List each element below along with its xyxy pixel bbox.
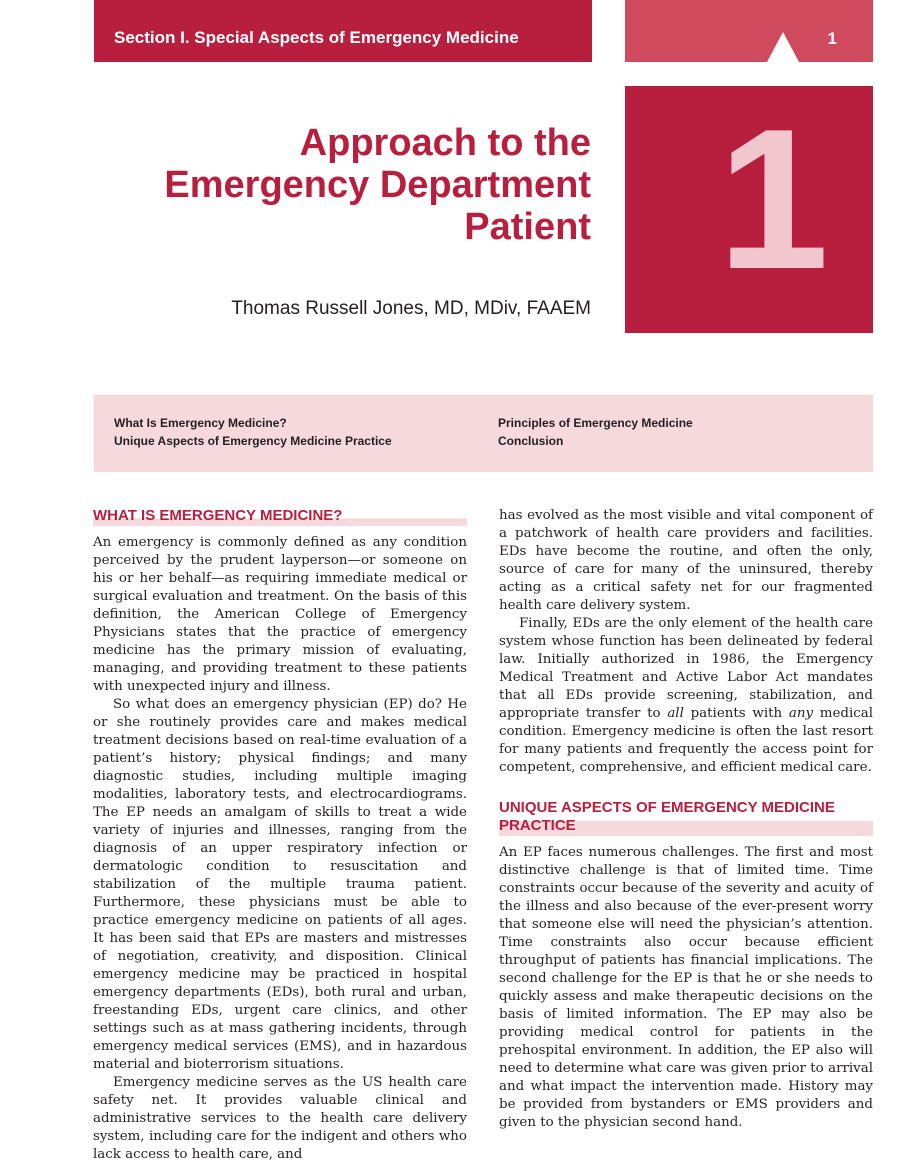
body-paragraph: [499, 615, 873, 777]
outline-item[interactable]: Unique Aspects of Emergency Medicine Practice: [114, 434, 392, 448]
paragraph-text: patients with: [690, 706, 783, 721]
text-column-right: [499, 507, 873, 1132]
section-heading: WHAT IS EMERGENCY MEDICINE?: [93, 507, 467, 526]
chapter-number: 1: [717, 88, 829, 311]
section-label: Section I. Special Aspects of Emergency Medicine: [114, 28, 519, 47]
body-paragraph: So what does an emergency physician (EP) do? He or she routinely provides care and makes medical treatment decisions based on real-time evaluation of a patient’s history; physical findings; and many diagnostic studies, including multiple imaging modalities, laboratory tests, and electrocardiograms. The EP needs an amalgam of skills to treat a wide variety of injuries and illnesses, ranging from the diagnosis of an upper respiratory infection or dermatologic condition to resuscitation and stabilization of the multiple trauma patient. Furthermore, these physicians must be able to practice emergency medicine on patients of all ages. It has been said that EPs are masters and mistresses of negotiation, creativity, and disposition. Clinical emergency medicine may be practiced in hospital emergency departments (EDs), both rural and urban, freestanding EDs, urgent care clinics, and other settings such as at mass gathering incidents, through emergency medical services (EMS), and in hazardous material and bioterrorism situations.: [93, 697, 467, 1072]
paragraph-text: medical condition. Emergency medicine is often the last resort for many patients and frequently the access point for competent, comprehensive, and efficient medical care.: [499, 706, 874, 775]
page-number: 1: [827, 29, 837, 48]
chapter-title-line: Approach to the: [299, 122, 591, 164]
outline-item[interactable]: What Is Emergency Medicine?: [114, 416, 287, 430]
body-paragraph: Emergency medicine serves as the US health care safety net. It provides valuable clinical and administrative services to the health care delivery system, including care for the indigent and others who lack access to health care, and: [93, 1075, 467, 1162]
paragraph-text: Finally, EDs are the only element of the health care system whose function has been delineated by federal law. Initially authorized in 1986, the Emergency Medical Treatment and Active Labor Act mandates that all EDs provide screening, stabilization, and appropriate transfer to: [499, 616, 873, 721]
section-heading: UNIQUE ASPECTS OF EMERGENCY MEDICINE PRACTICE: [499, 799, 873, 836]
body-paragraph: An emergency is commonly defined as any condition perceived by the prudent layperson—or someone on his or her behalf—as requiring immediate medical or surgical evaluation and treatment. On the basis of this definition, the American College of Emergency Physicians states that the practice of emergency medicine has the primary mission of evaluating, managing, and providing treatment to these patients with unexpected injury and illness.: [93, 535, 467, 694]
text-column-left: [93, 507, 467, 1164]
outline-item[interactable]: Conclusion: [498, 434, 564, 448]
chapter-author: Thomas Russell Jones, MD, MDiv, FAAEM: [231, 298, 591, 319]
outline-column-left: [114, 414, 392, 450]
body-paragraph: An EP faces numerous challenges. The first and most distinctive challenge is that of limited time. Time constraints occur because of the severity and acuity of the illness and also because of the ever-present worry that someone else will need the physician’s attention. Time constraints also occur because efficient throughput of patients has financial implications. The second challenge for the EP is that he or she needs to quickly assess and make therapeutic decisions on the basis of limited information. The EP may also be providing medical control for patients in the prehospital environment. In addition, the EP also will need to determine what care was given prior to arrival and what impact the intervention made. History may be provided from bystanders or EMS providers and given to the physician second hand.: [499, 845, 873, 1130]
page-number-tab: [625, 0, 873, 62]
chapter-title-line: Patient: [464, 206, 591, 248]
body-paragraph: has evolved as the most visible and vital component of a patchwork of health care providers and facilities. EDs have become the routine, and often the only, source of care for many of the uninsured, thereby acting as a critical safety net for our fragmented health care delivery system.: [499, 508, 873, 613]
section-spacer: [499, 777, 873, 799]
section-header-bar: [94, 0, 592, 62]
chapter-outline-box: [94, 395, 873, 472]
outline-column-right: [498, 414, 693, 450]
tab-triangle-icon: [767, 32, 799, 62]
outline-item[interactable]: Principles of Emergency Medicine: [498, 416, 693, 430]
chapter-number-box: [625, 86, 873, 333]
emphasis-text: all: [667, 706, 684, 721]
emphasis-text: any: [788, 706, 814, 721]
chapter-title: [164, 122, 591, 248]
chapter-title-line: Emergency Department: [164, 164, 591, 206]
